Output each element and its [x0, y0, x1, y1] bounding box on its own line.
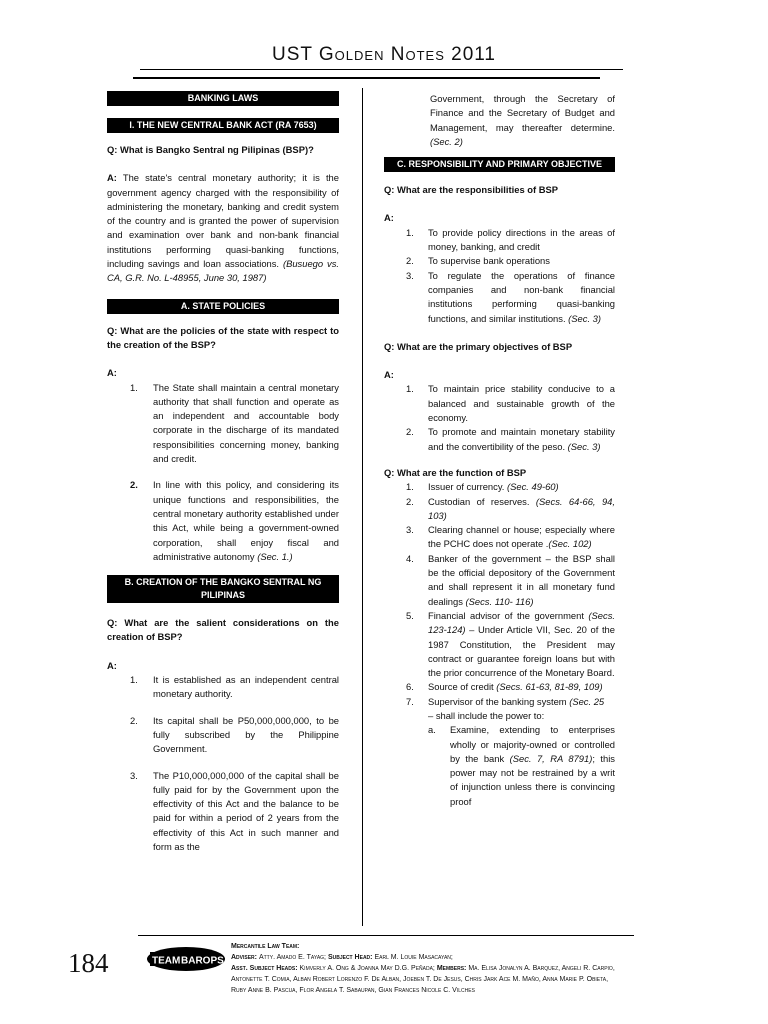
- footer-rule: [138, 935, 634, 936]
- list-item: [384, 425, 615, 454]
- question-state-policies: Q: What are the policies of the state with respect to the creation of the BSP?: [107, 324, 339, 350]
- credit-label: Adviser:: [231, 954, 259, 961]
- question-functions: Q: What are the function of BSP: [384, 466, 527, 478]
- list-text: Issuer of currency.: [428, 481, 508, 493]
- team-barops-logo-icon: [146, 946, 226, 972]
- header-rule-bottom: [133, 77, 600, 79]
- citation: (Secs. 64-66, 94, 103): [428, 495, 615, 521]
- answer-label: A:: [384, 212, 394, 224]
- list-item: [107, 478, 339, 564]
- section-bar-banking-laws: BANKING LAWS: [107, 91, 339, 106]
- list-item: [384, 382, 615, 425]
- credits-block: [231, 941, 651, 996]
- list-text: Banker of the government – the BSP shall be the official depository of the Government and shall represent it in all monetary fund dealings: [428, 552, 615, 607]
- list-number: 3.: [130, 769, 138, 781]
- citation: (Sec. 7, RA 8791): [509, 752, 593, 764]
- list-number: 1.: [406, 226, 414, 238]
- policies-list: [107, 381, 339, 565]
- list-number: 1.: [130, 381, 138, 393]
- section-bar-creation-bsp: B. CREATION OF THE BANGKO SENTRAL NG PILIPINAS: [107, 575, 339, 603]
- list-number: 2.: [130, 479, 138, 491]
- list-item: [384, 254, 615, 268]
- list-number: a.: [428, 724, 436, 736]
- list-text: The P10,000,000,000 of the capital shall be fully paid for by the Government upon the effectivity of this Act and the balance to be paid for within a period of 2 years from the effectivity of this Act in such manner and form as the: [153, 769, 339, 852]
- list-text: To promote and maintain monetary stability and the convertibility of the peso.: [428, 426, 615, 452]
- question-primary-objectives: Q: What are the primary objectives of BSP: [384, 340, 573, 352]
- list-text-tail: – Under Article VII, Sec. 20 of the 1987 Constitution, the President may contract or guarantee foreign loans but with the prior concurrence of the Monetary Board.: [428, 624, 615, 679]
- list-text: Supervisor of the banking system: [428, 695, 570, 707]
- citation: (Sec. 2): [430, 135, 463, 147]
- credit-value: Earl M. Louie Masacayan;: [374, 954, 453, 961]
- list-number: 7.: [406, 695, 414, 707]
- list-number: 2.: [406, 495, 414, 507]
- answer-label: A:: [107, 659, 117, 671]
- list-number: 4.: [406, 552, 414, 564]
- list-text: To provide policy directions in the areas of money, banking, and credit: [428, 226, 615, 253]
- section-bar-responsibility: C. RESPONSIBILITY AND PRIMARY OBJECTIVE: [384, 157, 615, 172]
- powers-list: [384, 723, 615, 809]
- answer-label: A:: [107, 172, 117, 184]
- list-number: 2.: [406, 255, 414, 267]
- logo-text-barops: BAROPS: [181, 955, 224, 967]
- citation: (Sec. 49-60): [507, 481, 559, 493]
- list-text: To supervise bank operations: [428, 255, 550, 267]
- answer-what-is-bsp: [107, 171, 339, 285]
- section-bar-state-policies: A. STATE POLICIES: [107, 299, 339, 314]
- left-column: [107, 91, 339, 854]
- citation: (Sec. 102): [548, 538, 592, 550]
- list-item: [384, 480, 615, 494]
- citation: (Secs. 123-124): [428, 609, 615, 636]
- list-text: To regulate the operations of finance companies and non-bank financial institutions performing quasi-banking functions, and similar institutions.: [428, 269, 615, 324]
- list-text: To maintain price stability conducive to a balanced and sustainable growth of the economy.: [428, 383, 615, 424]
- page-header-title: UST Golden Notes 2011: [271, 44, 497, 65]
- list-text: In line with this policy, and considering its unique functions and responsibilities, the central monetary authority established under this Act, while being a government-owned corporation, shall enjoy fiscal and administrative autonomy: [153, 479, 339, 562]
- citation: (Sec. 1.): [257, 550, 293, 562]
- logo-text-team: TEAM: [152, 955, 181, 967]
- answer-text: The state's central monetary authority; it is the government agency charged with the responsibility of administering the monetary, banking and credit system of the country and is granted the power of supervision and examination over bank and non-bank financial institutions performing quasi-banking functions, including savings and loan associations.: [107, 172, 339, 270]
- list-text: Source of credit: [428, 681, 497, 693]
- list-number: 1.: [406, 481, 414, 493]
- list-item: [384, 523, 615, 552]
- list-text-tail: ; this power may not be restrained by a writ of injunction unless there is convincing proof: [450, 752, 615, 807]
- considerations-list: [107, 673, 339, 854]
- list-text: It is established as an independent central monetary authority.: [153, 674, 339, 700]
- list-item: [107, 381, 339, 467]
- team-label: Mercantile Law Team:: [231, 943, 300, 950]
- page-number: 184: [68, 948, 109, 978]
- question-responsibilities: Q: What are the responsibilities of BSP: [384, 184, 558, 196]
- list-item: [384, 695, 615, 709]
- list-number: 6.: [406, 681, 414, 693]
- question-salient-considerations: Q: What are the salient considerations on the creation of BSP?: [107, 617, 339, 643]
- list-number: 2.: [130, 714, 138, 726]
- header-rule-top: [140, 69, 623, 70]
- credit-value: Atty. Amado E. Tayag;: [258, 954, 328, 961]
- citation: (Sec. 25: [569, 695, 605, 707]
- list-text: Financial advisor of the government: [428, 609, 589, 621]
- list-text: Clearing channel or house; especially where the PCHC does not operate .: [428, 524, 615, 550]
- citation: (Secs. 61-63, 81-89, 109): [496, 681, 603, 693]
- answer-label: A:: [384, 369, 394, 381]
- list-text: The State shall maintain a central monetary authority that shall function and operate as an independent and accountable body corporate in the discharge of its mandated responsibilities concerning money, banking and credit.: [153, 381, 339, 465]
- list-item: [107, 769, 339, 855]
- list-item: [384, 495, 615, 524]
- column-divider: [362, 88, 363, 926]
- list-item: [384, 552, 615, 609]
- credit-line: Antonette T. Comia, Alban Robert Lorenzo F. De Alban, Joeben T. De Jesus, Chris Jark Ace M. Maño, Anna Marie P. Obieta,: [231, 976, 609, 983]
- credit-label: Subject Head:: [327, 954, 375, 961]
- citation: (Secs. 110- 116): [465, 595, 534, 607]
- list-item: [384, 226, 615, 255]
- functions-list: [384, 480, 615, 709]
- team-barops-logo: [146, 946, 226, 972]
- right-column: [384, 92, 615, 809]
- list-item: [384, 269, 615, 326]
- list-item: [384, 680, 615, 694]
- continued-body: Government, through the Secretary of Finance and the Secretary of Budget and Management, may thereafter determine.: [430, 93, 615, 133]
- credit-line: Ruby Anne B. Pascua, Flor Angela T. Sabaupan, Gian Frances Nicole C. Vilches: [231, 987, 475, 994]
- power-intro: – shall include the power to:: [428, 709, 545, 721]
- credit-label: Members:: [436, 965, 469, 972]
- continued-text: [384, 92, 615, 149]
- list-number: 1.: [406, 383, 414, 395]
- answer-label: A:: [107, 367, 117, 379]
- responsibilities-list: [384, 226, 615, 326]
- citation: (Sec. 3): [568, 312, 601, 324]
- citation: (Sec. 3): [567, 440, 601, 452]
- list-number: 3.: [406, 269, 414, 281]
- list-number: 1.: [130, 674, 138, 686]
- list-number: 3.: [406, 524, 414, 536]
- credit-value: Kimverly A. Ong & Joanna May D.G. Peñada;: [299, 965, 437, 972]
- list-item: [107, 714, 339, 757]
- list-item: [384, 609, 615, 680]
- citation: (Busuego vs. CA, G.R. No. L-48955, June 30, 1987): [107, 258, 339, 284]
- section-bar-central-bank-act: I. THE NEW CENTRAL BANK ACT (RA 7653): [107, 118, 339, 133]
- list-text: Its capital shall be P50,000,000,000, to be fully subscribed by the Philippine Government.: [153, 714, 339, 755]
- credit-value: Ma. Elisa Jonalyn A. Barquez, Angeli R. Carpio,: [468, 965, 615, 972]
- credit-label: Asst. Subject Heads:: [231, 965, 300, 972]
- objectives-list: [384, 382, 615, 453]
- list-number: 2.: [406, 426, 414, 438]
- list-number: 5.: [406, 609, 414, 621]
- list-item: [406, 723, 615, 809]
- list-text: Examine, extending to enterprises wholly or majority-owned or controlled by the bank: [450, 724, 615, 764]
- question-what-is-bsp: Q: What is Bangko Sentral ng Pilipinas (BSP)?: [107, 144, 314, 155]
- list-text: Custodian of reserves.: [428, 495, 536, 507]
- list-item: [107, 673, 339, 702]
